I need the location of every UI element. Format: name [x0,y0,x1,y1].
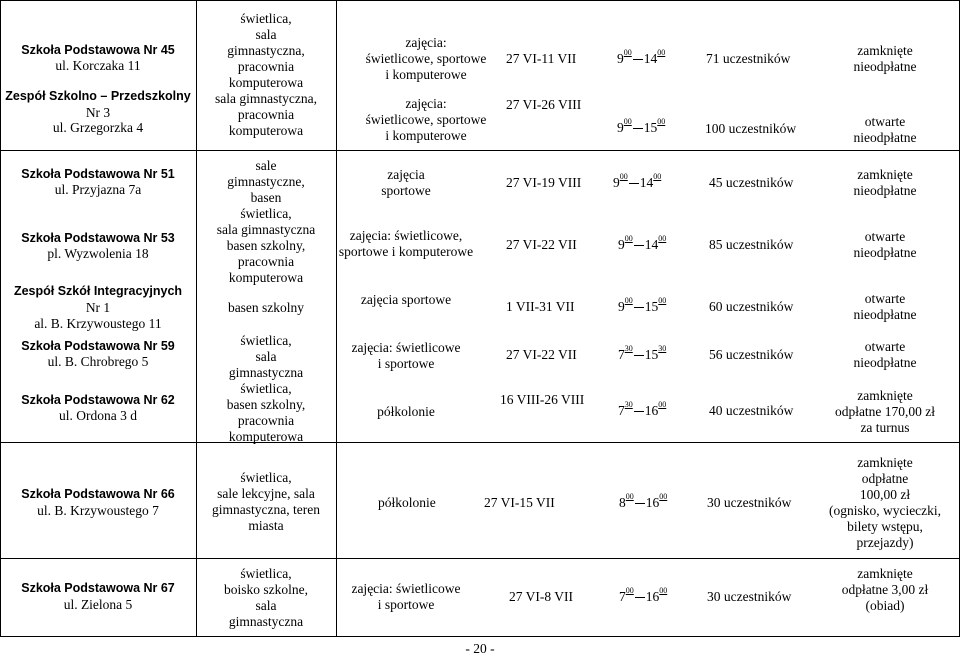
school-address: ul. B. Krzywoustego 7 [37,503,159,518]
facility-line: świetlica, [240,206,292,221]
facility-line: świetlica, [240,333,292,348]
status-line: zamknięte [857,167,913,182]
school-address: ul. Grzegorzka 4 [52,120,144,135]
school-name: Zespół Szkół Integracyjnych [13,284,183,298]
activity-line: i sportowe [377,356,435,371]
activity-line: zajęcia: świetlicowe, [349,228,463,243]
activity-line: zajęcia sportowe [360,292,452,307]
school-name: Zespół Szkolno – Przedszkolny [5,89,191,103]
date-range: 27 VI-26 VIII [506,97,582,112]
facility-line: świetlica, [240,566,292,581]
facility-line: sala [255,27,277,42]
date-range: 1 VII-31 VII [506,299,575,314]
facility-line: basen szkolny, [226,397,306,412]
activity-line: półkolonie [378,495,436,510]
school-address: al. B. Krzywoustego 11 [34,316,162,331]
facility-line: komputerowa [228,270,304,285]
facility-line: gimnastyczna, [227,43,305,58]
activity-line: świetlicowe, sportowe [365,112,487,127]
school-name: Szkoła Podstawowa Nr 62 [21,393,175,407]
school-address: ul. Korczaka 11 [55,58,141,73]
school-name: Szkoła Podstawowa Nr 51 [21,167,175,181]
facility-line: sala [255,349,277,364]
facility-line: pracownia [237,59,295,74]
facility-line: świetlica, [240,470,292,485]
participants: 60 uczestników [709,299,794,314]
school-name: Szkoła Podstawowa Nr 66 [21,487,175,501]
school-name: Szkoła Podstawowa Nr 59 [21,339,175,353]
facility-line: sale lekcyjne, sala [217,486,315,501]
date-range: 27 VI-22 VII [506,347,577,362]
page-number: - 20 - [465,641,495,656]
school-address: ul. B. Chrobrego 5 [47,354,149,369]
hours: $7^{00}$ $16^{00}$ [619,586,668,604]
status-line: nieodpłatne [853,59,917,74]
participants: 85 uczestników [709,237,794,252]
hours: $9^{00}$ $14^{00}$ [613,172,662,190]
facility-line: świetlica, [240,11,292,26]
status-line: przejazdy) [856,535,914,550]
facility-line: pracownia [237,413,295,428]
hours: $7^{30}$ $16^{00}$ [618,400,667,418]
activity-line: świetlicowe, sportowe [365,51,487,66]
activity-line: półkolonie [377,404,435,419]
facility-line: gimnastyczne, [227,174,305,189]
activity-line: i komputerowe [385,128,467,143]
activity-line: sportowe [381,183,431,198]
status-line: zamknięte [857,566,913,581]
hours: $7^{30}$ $15^{30}$ [618,344,667,362]
status-line: otwarte [864,339,906,354]
hours: $9^{00}$ $15^{00}$ [617,117,666,135]
activity-line: i komputerowe [385,67,467,82]
school-address: ul. Zielona 5 [63,597,133,612]
school-name: Szkoła Podstawowa Nr 45 [21,43,175,57]
status-line: 100,00 zł [859,487,911,502]
status-line: odpłatne 3,00 zł [841,582,929,597]
status-line: zamknięte [857,43,913,58]
activity-line: zajęcia: świetlicowe [351,340,461,355]
status-line: otwarte [864,229,906,244]
facility-line: pracownia [237,107,295,122]
facility-line: gimnastyczna [228,614,304,629]
status-line: otwarte [864,114,906,129]
facility-line: komputerowa [228,75,304,90]
facility-line: basen szkolny [227,300,305,315]
status-line: nieodpłatne [853,307,917,322]
participants: 45 uczestników [709,175,794,190]
school-address: pl. Wyzwolenia 18 [47,246,149,261]
status-line: za turnus [860,420,910,435]
status-line: nieodpłatne [853,130,917,145]
status-line: odpłatne [861,471,909,486]
facility-line: świetlica, [240,381,292,396]
activity-line: zajęcia [387,167,425,182]
participants: 56 uczestników [709,347,794,362]
facility-line: sala [255,598,277,613]
hours: $8^{00}$ $16^{00}$ [619,492,668,510]
activity-line: zajęcia: [405,96,447,111]
status-line: bilety wstępu, [847,519,923,534]
status-line: otwarte [864,291,906,306]
date-range: 27 VI-22 VII [506,237,577,252]
facility-line: pracownia [237,254,295,269]
school-name: Szkoła Podstawowa Nr 53 [21,231,175,245]
status-line: nieodpłatne [853,183,917,198]
participants: 30 uczestników [707,589,792,604]
status-line: zamknięte [857,455,913,470]
school-name: Nr 3 [85,105,111,120]
activity-line: zajęcia: [405,35,447,50]
facility-line: komputerowa [228,429,304,444]
date-range: 16 VIII-26 VIII [500,392,585,407]
facility-line: sala gimnastyczna [216,222,316,237]
hours: $9^{00}$ $15^{00}$ [618,296,667,314]
participants: 30 uczestników [707,495,792,510]
status-line: (obiad) [865,598,905,613]
facility-line: sale [255,158,277,173]
school-name: Nr 1 [85,300,111,315]
school-address: ul. Przyjazna 7a [54,182,142,197]
date-range: 27 VI-11 VII [506,51,577,66]
school-address: ul. Ordona 3 d [59,408,137,423]
facility-line: basen szkolny, [226,238,306,253]
status-line: nieodpłatne [853,355,917,370]
activity-line: sportowe i komputerowe [338,244,474,259]
facility-line: miasta [248,518,284,533]
facility-line: basen [250,190,282,205]
status-line: odpłatne 170,00 zł [834,404,936,419]
participants: 71 uczestników [706,51,791,66]
participants: 100 uczestników [705,121,797,136]
status-line: nieodpłatne [853,245,917,260]
participants: 40 uczestników [709,403,794,418]
facility-line: gimnastyczna, teren [212,502,320,517]
school-name: Szkoła Podstawowa Nr 67 [21,581,175,595]
date-range: 27 VI-15 VII [484,495,555,510]
hours: $9^{00}$ $14^{00}$ [617,48,666,66]
activity-line: i sportowe [377,597,435,612]
status-line: (ognisko, wycieczki, [828,503,942,518]
status-line: zamknięte [857,388,913,403]
facility-line: sala gimnastyczna, [215,91,317,106]
facility-line: komputerowa [228,123,304,138]
facility-line: boisko szkolne, [224,582,308,597]
date-range: 27 VI-8 VII [509,589,573,604]
facility-line: gimnastyczna [228,365,304,380]
hours: $9^{00}$ $14^{00}$ [618,234,667,252]
activity-line: zajęcia: świetlicowe [351,581,461,596]
date-range: 27 VI-19 VIII [506,175,582,190]
